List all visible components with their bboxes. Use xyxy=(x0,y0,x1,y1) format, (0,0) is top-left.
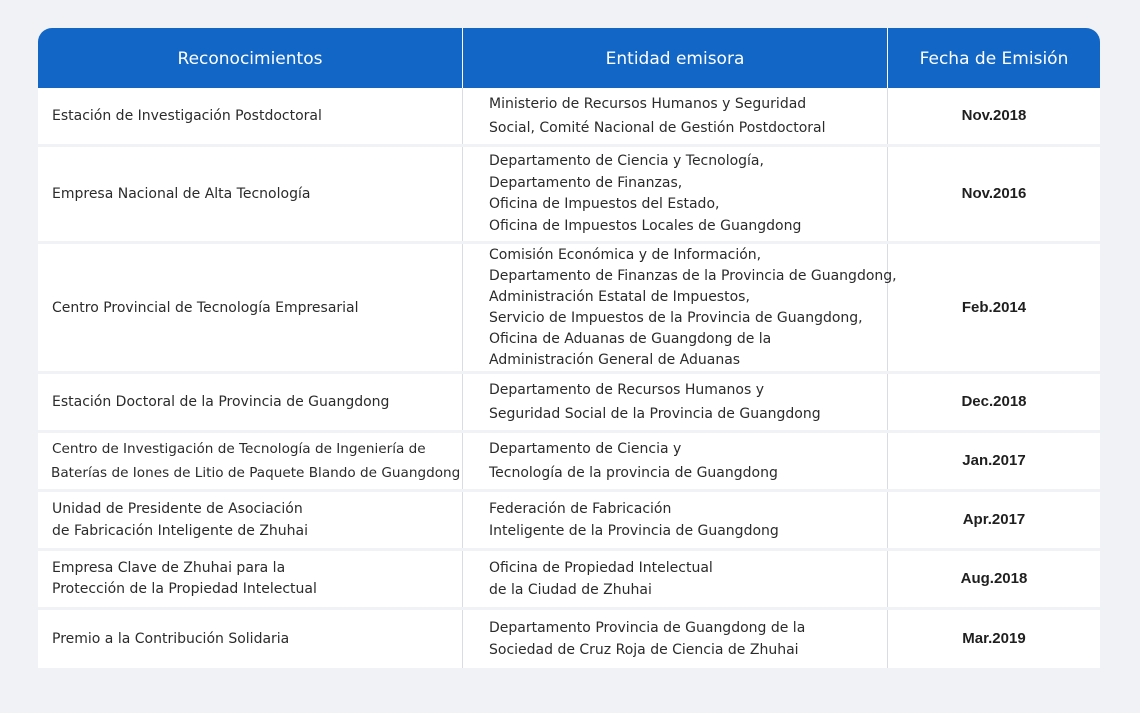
header-date: Fecha de Emisión xyxy=(919,49,1069,69)
issuer-text: Comisión Económica y de Información, xyxy=(489,246,762,263)
issuer-cell xyxy=(463,551,888,607)
recognition-text: Centro Provincial de Tecnología Empresarial xyxy=(52,299,359,316)
date-cell: Nov.2016 xyxy=(961,185,1027,202)
issuer-text: Oficina de Impuestos del Estado, xyxy=(489,196,720,212)
table-row xyxy=(38,610,1100,668)
issuer-cell xyxy=(463,610,888,668)
recognition-text: Unidad de Presidente de Asociación xyxy=(52,501,303,517)
issuer-text: Departamento de Recursos Humanos y xyxy=(489,382,764,398)
issuer-cell xyxy=(463,433,888,489)
table-row xyxy=(38,244,1100,374)
issuer-text: Tecnología de la provincia de Guangdong xyxy=(489,465,778,481)
table-header xyxy=(38,28,1100,88)
issuer-text: Departamento Provincia de Guangdong de la xyxy=(489,620,806,636)
recognition-text: Estación de Investigación Postdoctoral xyxy=(52,108,322,124)
issuer-cell xyxy=(463,244,897,371)
issuer-text: Departamento de Finanzas, xyxy=(489,174,683,191)
issuer-text: Oficina de Aduanas de Guangdong de la xyxy=(489,330,772,347)
issuer-text: Oficina de Impuestos Locales de Guangdong xyxy=(489,217,802,234)
issuer-text: Administración General de Aduanas xyxy=(489,351,741,368)
date-cell: Mar.2019 xyxy=(962,630,1026,647)
issuer-cell xyxy=(463,492,888,548)
recognition-cell xyxy=(38,147,463,241)
issuer-text: Federación de Fabricación xyxy=(489,501,672,517)
recognition-text: Premio a la Contribución Solidaria xyxy=(52,631,290,647)
recognition-text: Centro de Investigación de Tecnología de Ingeniería de xyxy=(52,441,426,457)
recognition-cell xyxy=(38,610,463,668)
table-row xyxy=(38,492,1100,551)
date-cell: Jan.2017 xyxy=(962,452,1026,469)
recognition-cell xyxy=(38,244,463,371)
issuer-cell xyxy=(463,147,888,241)
issuer-text: Administración Estatal de Impuestos, xyxy=(489,288,750,305)
table-body xyxy=(38,88,1100,668)
table-row xyxy=(38,88,1100,147)
recognition-cell xyxy=(38,551,463,607)
issuer-text: Departamento de Ciencia y Tecnología, xyxy=(489,153,764,169)
recognition-cell xyxy=(38,374,463,430)
date-cell: Aug.2018 xyxy=(960,570,1028,587)
date-cell: Feb.2014 xyxy=(961,298,1027,316)
table-row xyxy=(38,374,1100,433)
recognition-cell xyxy=(38,433,463,489)
recognition-text: Protección de la Propiedad Intelectual xyxy=(52,581,317,597)
table-row xyxy=(38,551,1100,610)
issuer-text: Seguridad Social de la Provincia de Guangdong xyxy=(489,406,821,422)
issuer-text: de la Ciudad de Zhuhai xyxy=(489,582,652,598)
header-issuer: Entidad emisora xyxy=(463,28,888,88)
issuer-cell xyxy=(463,88,888,144)
recognitions-table xyxy=(38,28,1100,668)
issuer-cell xyxy=(463,374,888,430)
issuer-text: Social, Comité Nacional de Gestión Postdoctoral xyxy=(489,120,826,136)
issuer-text: Inteligente de la Provincia de Guangdong xyxy=(489,523,779,539)
recognition-text: Estación Doctoral de la Provincia de Guangdong xyxy=(52,394,390,410)
table-row xyxy=(38,147,1100,244)
issuer-text: Departamento de Ciencia y xyxy=(489,441,682,457)
issuer-text: Oficina de Propiedad Intelectual xyxy=(489,560,713,576)
table-row xyxy=(38,433,1100,492)
header-recognitions: Reconocimientos xyxy=(38,28,463,88)
issuer-text: Departamento de Finanzas de la Provincia de Guangdong, xyxy=(489,267,897,284)
date-cell: Apr.2017 xyxy=(962,511,1026,528)
recognition-cell xyxy=(38,88,463,144)
issuer-text: Sociedad de Cruz Roja de Ciencia de Zhuhai xyxy=(489,642,799,658)
issuer-text: Servicio de Impuestos de la Provincia de Guangdong, xyxy=(489,309,863,326)
recognition-text: Baterías de Iones de Litio de Paquete Blando de Guangdong xyxy=(51,465,461,481)
recognition-text: Empresa Clave de Zhuhai para la xyxy=(52,560,286,576)
date-cell: Nov.2018 xyxy=(961,107,1027,124)
recognition-cell xyxy=(38,492,463,548)
recognition-text: Empresa Nacional de Alta Tecnología xyxy=(52,186,311,202)
date-cell: Dec.2018 xyxy=(961,393,1027,410)
recognition-text: de Fabricación Inteligente de Zhuhai xyxy=(52,523,309,539)
issuer-text: Ministerio de Recursos Humanos y Seguridad xyxy=(489,96,807,112)
